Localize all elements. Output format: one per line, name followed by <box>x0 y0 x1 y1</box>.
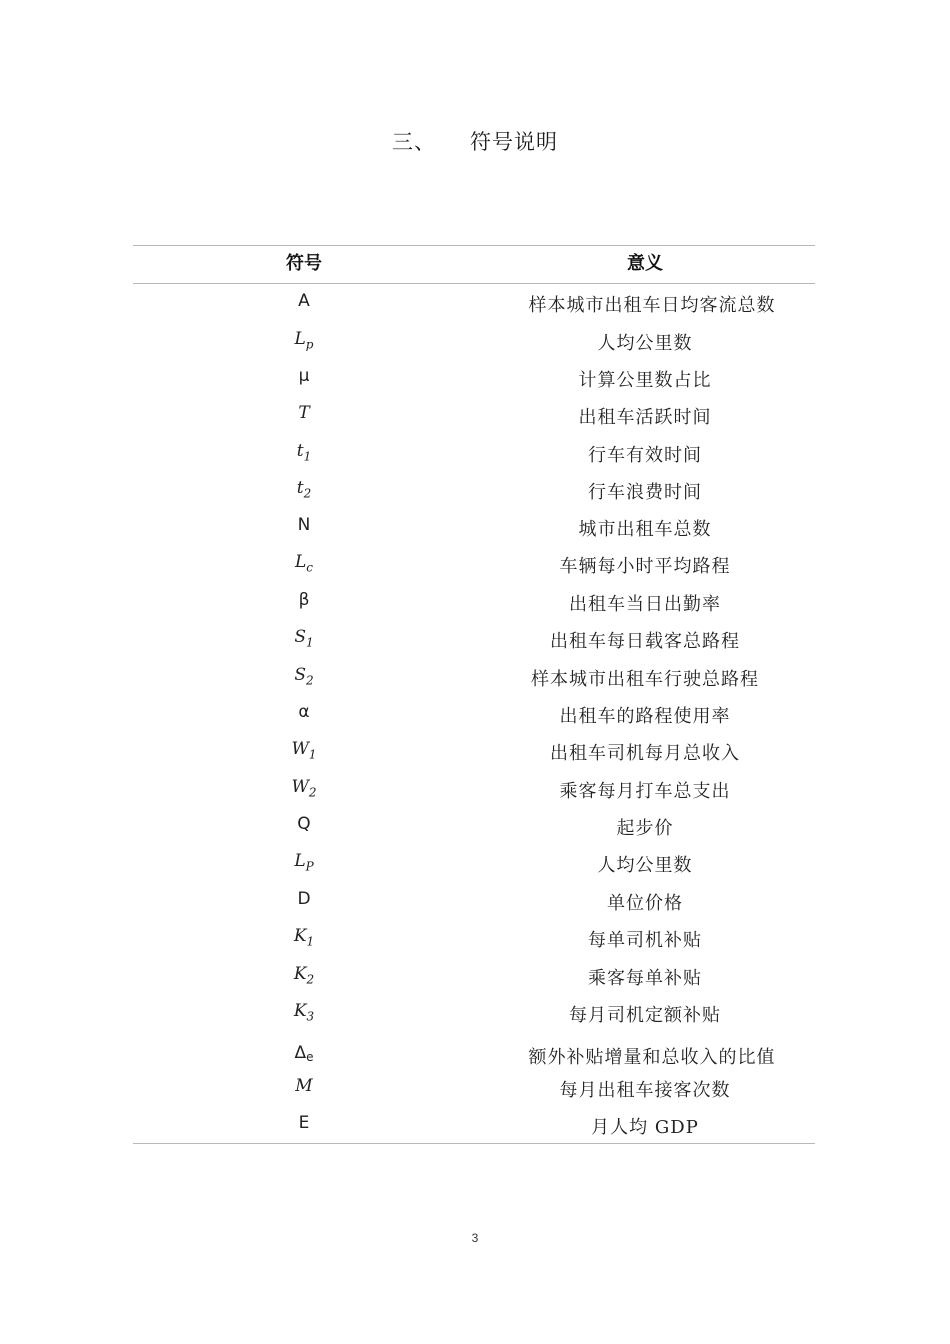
meaning-cell: 出租车每日载客总路程 <box>550 631 740 652</box>
symbol-cell <box>133 739 475 761</box>
meaning-cell: 出租车当日出勤率 <box>569 594 721 615</box>
page-number: 3 <box>471 1231 479 1245</box>
symbol-main: α <box>298 702 310 722</box>
symbol-subscript: 2 <box>306 673 314 688</box>
table-header-rule <box>133 283 815 284</box>
symbol-cell <box>133 590 475 610</box>
symbol-main: t <box>296 478 304 498</box>
symbol-main: L <box>294 851 306 871</box>
symbol-cell <box>133 1043 475 1064</box>
symbol-subscript: 1 <box>303 449 312 464</box>
table-row <box>133 623 815 653</box>
table-row <box>133 735 815 765</box>
meaning-cell: 单位价格 <box>607 893 683 914</box>
meaning-cell: 每月出租车接客次数 <box>559 1080 731 1101</box>
symbol-cell <box>133 702 475 722</box>
meaning-cell: 计算公里数占比 <box>578 370 712 391</box>
table-row <box>133 511 815 541</box>
symbol-cell <box>133 478 475 500</box>
symbol-main: Q <box>297 814 311 834</box>
symbol-subscript: 2 <box>303 486 312 501</box>
symbol-cell <box>133 665 475 687</box>
symbol-subscript: e <box>306 1050 314 1064</box>
meaning-cell: 样本城市出租车日均客流总数 <box>528 295 776 316</box>
meaning-cell: 行车有效时间 <box>588 445 702 466</box>
symbol-subscript: 2 <box>306 972 315 987</box>
table-row <box>133 474 815 504</box>
table-row <box>133 661 815 691</box>
section-number: 三、 <box>392 130 436 154</box>
symbol-main: E <box>298 1113 310 1133</box>
symbol-main: S <box>294 665 306 685</box>
symbol-cell <box>133 964 475 986</box>
meaning-cell: 出租车活跃时间 <box>578 407 712 428</box>
symbol-main: Δ <box>294 1043 307 1063</box>
symbol-cell <box>133 889 475 909</box>
table-row <box>133 698 815 728</box>
table-row <box>133 325 815 355</box>
symbol-main: K <box>293 926 307 946</box>
meaning-cell: 乘客每月打车总支出 <box>559 781 731 802</box>
meaning-cell: 每单司机补贴 <box>588 930 702 951</box>
symbol-main: M <box>295 1076 313 1096</box>
symbol-cell <box>133 441 475 463</box>
section-title-text: 符号说明 <box>470 130 558 154</box>
meaning-cell: 人均公里数 <box>597 855 693 876</box>
symbol-main: A <box>298 291 310 311</box>
symbol-main: μ <box>298 366 310 386</box>
meaning-cell: 城市出租车总数 <box>578 519 712 540</box>
symbol-cell <box>133 926 475 948</box>
table-row <box>133 960 815 990</box>
table-row <box>133 997 815 1027</box>
symbol-main: t <box>296 441 304 461</box>
symbol-subscript: c <box>306 560 314 575</box>
meaning-cell: 月人均 GDP <box>591 1117 699 1138</box>
symbol-cell <box>133 366 475 386</box>
symbol-subscript: 1 <box>306 635 314 650</box>
table-row <box>133 362 815 392</box>
header-meaning: 意义 <box>627 253 663 274</box>
symbol-main: W <box>291 777 309 797</box>
table-row <box>133 885 815 915</box>
symbol-subscript: 1 <box>306 934 315 949</box>
table-top-rule <box>133 245 815 246</box>
table-row <box>133 437 815 467</box>
symbol-main: β <box>298 590 310 610</box>
meaning-cell: 样本城市出租车行驶总路程 <box>531 669 759 690</box>
symbol-cell <box>133 1001 475 1023</box>
meaning-cell: 车辆每小时平均路程 <box>559 556 731 577</box>
symbol-cell <box>133 1076 475 1096</box>
symbol-subscript: 3 <box>306 1009 315 1024</box>
symbol-subscript: 1 <box>308 747 317 762</box>
meaning-cell: 人均公里数 <box>597 333 693 354</box>
symbol-main: D <box>297 889 311 909</box>
table-row <box>133 847 815 877</box>
symbol-subscript: 2 <box>308 785 317 800</box>
symbol-main: W <box>291 739 309 759</box>
header-symbol: 符号 <box>286 253 322 274</box>
table-bottom-rule <box>133 1143 815 1144</box>
symbol-main: T <box>298 403 310 423</box>
symbol-cell <box>133 627 475 649</box>
symbol-main: K <box>293 964 307 984</box>
symbol-main: L <box>294 329 306 349</box>
table-row <box>133 399 815 429</box>
symbol-subscript: p <box>305 337 314 352</box>
symbol-main: N <box>297 515 311 535</box>
table-row <box>133 1109 815 1139</box>
symbol-main: K <box>293 1001 307 1021</box>
symbol-cell <box>133 403 475 423</box>
symbol-cell <box>133 552 475 574</box>
table-row <box>133 810 815 840</box>
meaning-cell: 额外补贴增量和总收入的比值 <box>528 1047 776 1068</box>
symbol-cell <box>133 291 475 311</box>
table-row <box>133 773 815 803</box>
table-row <box>133 922 815 952</box>
symbol-cell <box>133 1113 475 1133</box>
table-row <box>133 548 815 578</box>
meaning-cell: 出租车的路程使用率 <box>559 706 731 727</box>
meaning-cell: 起步价 <box>616 818 674 839</box>
table-row <box>133 586 815 616</box>
table-row <box>133 1039 815 1069</box>
meaning-cell: 行车浪费时间 <box>588 482 702 503</box>
symbol-cell <box>133 329 475 351</box>
table-row <box>133 287 815 317</box>
meaning-cell: 每月司机定额补贴 <box>569 1005 721 1026</box>
symbol-cell <box>133 515 475 535</box>
symbol-cell <box>133 814 475 834</box>
meaning-cell: 出租车司机每月总收入 <box>550 743 740 764</box>
meaning-cell: 乘客每单补贴 <box>588 968 702 989</box>
symbol-subscript: P <box>305 859 314 874</box>
symbol-main: S <box>294 627 306 647</box>
symbol-main: L <box>294 552 307 572</box>
symbol-cell <box>133 851 475 873</box>
symbol-cell <box>133 777 475 799</box>
section-title <box>0 126 950 156</box>
table-row <box>133 1072 815 1102</box>
